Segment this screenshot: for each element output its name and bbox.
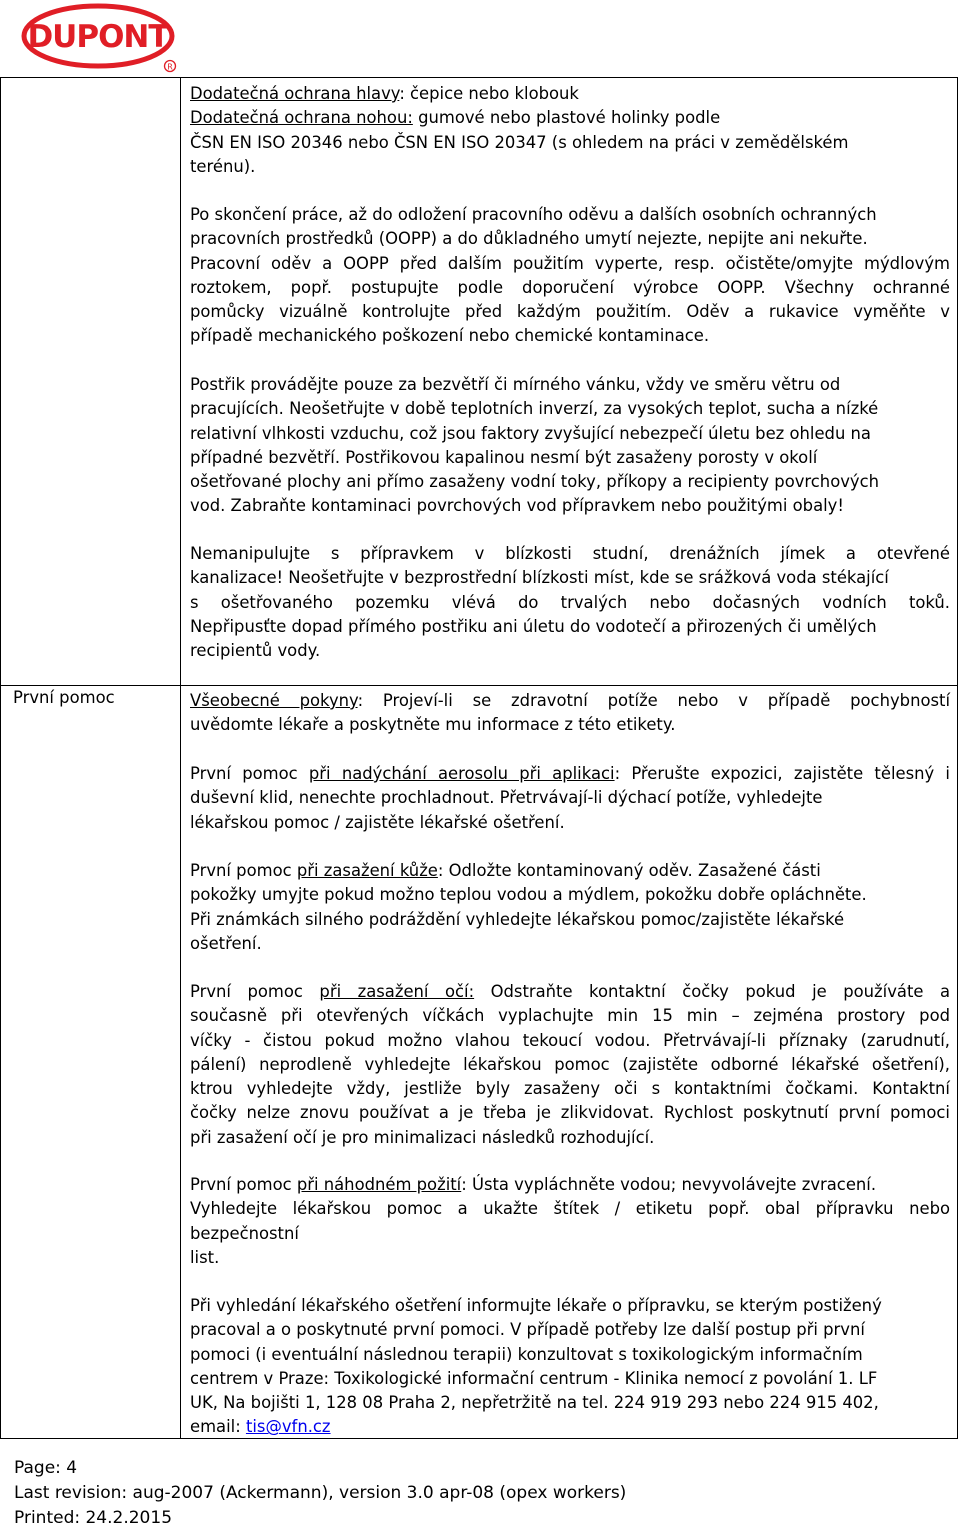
paragraph-line: pokožky umyjte pokud možno teplou vodou a mýdlem, pokožku dobře opláchněte. bbox=[190, 885, 867, 905]
swallow-first-aid: První pomoc při náhodném požití: Ústa vypláchněte vodou; nevyvolávejte zvracení. Vyhledejte lékařskou pomoc a ukažte štítek / etiketu popř. obal přípravku nebo bezpečnostní list. bbox=[190, 1173, 950, 1270]
paragraph-line: ktrou vyhledejte vždy, jestliže byly zasaženy oči s kontaktními čočkami. Kontaktní bbox=[190, 1079, 950, 1099]
paragraph-line: Nepřipusťte dopad přímého postřiku ani úletu do vodotečí a přirozených či umělých bbox=[190, 616, 877, 636]
page-footer bbox=[14, 1456, 626, 1531]
general-instructions: Všeobecné pokyny: Projeví-li se zdravotní potíže nebo v případě pochybností uvědomte lékaře a poskytněte mu informace z této etikety. bbox=[190, 689, 950, 738]
paragraph-line: Vyhledejte lékařskou pomoc a ukažte štítek / etiketu popř. obal přípravku nebo bbox=[190, 1199, 950, 1219]
paragraph-line: Postřik provádějte pouze za bezvětří či mírného vánku, vždy ve směru větru od bbox=[190, 375, 841, 394]
first-aid-row-label: První pomoc bbox=[13, 688, 115, 707]
water-paragraph bbox=[190, 542, 950, 663]
leg-protection-label: Dodatečná ochrana nohou: bbox=[190, 108, 413, 128]
leg-protection-line: terénu). bbox=[190, 156, 256, 176]
paragraph-line: pomoci (i eventuální následnou terapii) konzultovat s toxikologickým informačním bbox=[190, 1344, 863, 1364]
paragraph-line: pracovních prostředků (OOPP) a do důkladného umytí nejezte, nepijte ani nekuřte. bbox=[190, 229, 868, 249]
paragraph-line: kanalizace! Neošetřujte v bezprostřední blízkosti míst, kde se srážková voda stékající bbox=[190, 568, 889, 588]
paragraph-line: list. bbox=[190, 1247, 220, 1267]
protection-section bbox=[190, 82, 950, 179]
general-instructions-label: Všeobecné pokyny bbox=[190, 691, 358, 710]
paragraph-line: vod. Zabraňte kontaminaci povrchových vod přípravkem nebo použitými obaly! bbox=[190, 496, 844, 516]
printed-date: Printed: 24.2.2015 bbox=[14, 1508, 173, 1528]
medical-treatment-info: Při vyhledání lékařského ošetření informujte lékaře o přípravku, se kterým postižený pracoval a o poskytnuté první pomoci. V případě potřeby lze další postup při první pomoci (i eventuální následnou terapii) konzultovat s toxikologickým informačním centrem v Praze: Toxikologické informační centrum - Klinika nemocí z povolání 1. LF UK, Na bojišti 1, 128 08 Praha 2, nepřetržitě na tel. 224 919 293 nebo 224 915 402, email: tis@vfn.cz bbox=[190, 1294, 950, 1440]
paragraph-line: při zasažení očí je pro minimalizaci následků rozhodující. bbox=[190, 1127, 655, 1147]
paragraph-line: recipientů vody. bbox=[190, 641, 321, 661]
leg-protection-line: ČSN EN ISO 20346 nebo ČSN EN ISO 20347 (s ohledem na práci v zemědělském bbox=[190, 132, 849, 152]
dupont-logo bbox=[20, 2, 180, 74]
head-protection-label: Dodatečná ochrana hlavy bbox=[190, 84, 400, 103]
paragraph-line: čočky nelze znovu používat a je třeba je zlikvidovat. Rychlost poskytnutí první pomoci bbox=[190, 1103, 950, 1123]
paragraph-line: centrem v Praze: Toxikologické informační centrum - Klinika nemocí z povolání 1. LF bbox=[190, 1368, 878, 1388]
paragraph-line: duševní klid, nenechte prochladnout. Přetrvávají-li dýchací potíže, vyhledejte bbox=[190, 788, 823, 808]
paragraph-line: případě mechanického poškození nebo chemické kontaminace. bbox=[190, 326, 710, 346]
paragraph-line: s ošetřovaného pozemku vlévá do trvalých nebo dočasných vodních toků. bbox=[190, 592, 950, 612]
paragraph-line: pracujících. Neošetřujte v době teplotních inverzí, za vysokých teplot, sucha a nízké bbox=[190, 399, 879, 419]
spraying-paragraph bbox=[190, 373, 950, 519]
paragraph-line: roztokem, popř. postupujte podle doporučení výrobce OOPP. Všechny ochranné bbox=[190, 277, 950, 297]
paragraph-line: Nemanipulujte s přípravkem v blízkosti studní, drenážních jímek a otevřené bbox=[190, 544, 950, 563]
paragraph-line: případné bezvětří. Postřikovou kapalinou nesmí být zasaženy porosty v okolí bbox=[190, 447, 818, 467]
paragraph-line: relativní vlhkosti vzduchu, což jsou faktory zvyšující nebezpečí úletu bez ohledu na bbox=[190, 423, 871, 443]
paragraph-line: lékařskou pomoc / zajistěte lékařské ošetření. bbox=[190, 812, 565, 832]
paragraph-line: současně při otevřených víčkách vyplachujte min 15 min – zejména prostory pod bbox=[190, 1006, 950, 1026]
svg-text:R: R bbox=[167, 62, 173, 72]
inhalation-first-aid: První pomoc při nadýchání aerosolu při aplikaci: Přerušte expozici, zajistěte tělesný i duševní klid, nenechte prochladnout. Přetrvávají-li dýchací potíže, vyhledejte lékařskou pomoc / zajistěte lékařské ošetření. bbox=[190, 762, 950, 835]
after-work-paragraph bbox=[190, 203, 950, 349]
head-protection-value: : čepice nebo klobouk bbox=[399, 84, 579, 103]
paragraph-line: ošetření. bbox=[190, 933, 262, 953]
paragraph-line: bezpečnostní bbox=[190, 1223, 299, 1243]
paragraph-line: ošetřované plochy ani přímo zasaženy vodní toky, příkopy a recipienty povrchových bbox=[190, 472, 880, 492]
last-revision: Last revision: aug-2007 (Ackermann), version 3.0 apr-08 (opex workers) bbox=[14, 1483, 627, 1503]
paragraph-line: UK, Na bojišti 1, 128 08 Praha 2, nepřetržitě na tel. 224 919 293 nebo 224 915 402, bbox=[190, 1393, 879, 1413]
row-divider bbox=[1, 685, 957, 686]
inhalation-label: při nadýchání aerosolu při aplikaci bbox=[308, 764, 615, 783]
paragraph-line: Při známkách silného podráždění vyhledejte lékařskou pomoc/zajistěte lékařské bbox=[190, 909, 845, 929]
paragraph-line: pálení) neprodleně vyhledejte lékařskou pomoc (zajistěte odborné lékařské ošetření), bbox=[190, 1054, 950, 1074]
skin-first-aid: První pomoc při zasažení kůže: Odložte kontaminovaný oděv. Zasažené části pokožky umyjte pokud možno teplou vodou a mýdlem, pokožku dobře opláchněte. Při známkách silného podráždění vyhledejte lékařskou pomoc/zajistěte lékařské ošetření. bbox=[190, 859, 950, 956]
paragraph-line: Pracovní oděv a OOPP před dalším použitím vyperte, resp. očistěte/omyjte mýdlovým bbox=[190, 253, 950, 273]
leg-protection-value: gumové nebo plastové holinky podle bbox=[412, 108, 721, 128]
page-number: Page: 4 bbox=[14, 1458, 78, 1478]
eye-label: při zasažení očí: bbox=[319, 982, 475, 1001]
skin-label: při zasažení kůže bbox=[296, 861, 438, 880]
swallow-label: při náhodném požití bbox=[296, 1175, 462, 1194]
paragraph-line: uvědomte lékaře a poskytněte mu informace z této etikety. bbox=[190, 715, 676, 735]
paragraph-line: pomůcky vizuálně kontrolujte před každým použitím. Oděv a rukavice vyměňte v bbox=[190, 302, 950, 322]
paragraph-line: pracoval a o poskytnuté první pomoci. V případě potřeby lze další postup při první bbox=[190, 1320, 865, 1340]
email-link[interactable]: tis@vfn.cz bbox=[245, 1417, 331, 1437]
column-divider bbox=[180, 78, 181, 1438]
paragraph-line: Po skončení práce, až do odložení pracovního oděvu a dalších osobních ochranných bbox=[190, 205, 877, 224]
eye-first-aid: První pomoc při zasažení očí: Odstraňte kontaktní čočky pokud je používáte a současně při otevřených víčkách vyplachujte min 15 min – zejména prostory pod víčky - čistou pokud možno vlahou tekoucí vodou. Přetrvávají-li příznaky (zarudnutí, pálení) neprodleně vyhledejte lékařskou pomoc (zajistěte odborné lékařské ošetření), ktrou vyhledejte vždy, jestliže byly zasaženy oči s kontaktními čočkami. Kontaktní čočky nelze znovu používat a je třeba je zlikvidovat. Rychlost poskytnutí první pomoci při zasažení očí je pro minimalizaci následků rozhodující. bbox=[190, 980, 950, 1150]
paragraph-line: víčky - čistou pokud možno vlahou tekoucí vodou. Přetrvávají-li příznaky (zarudnutí, bbox=[190, 1030, 950, 1050]
paragraph-line: Při vyhledání lékařského ošetření informujte lékaře o přípravku, se kterým postižený bbox=[190, 1296, 882, 1315]
logo-text: DUPONT bbox=[27, 19, 169, 55]
